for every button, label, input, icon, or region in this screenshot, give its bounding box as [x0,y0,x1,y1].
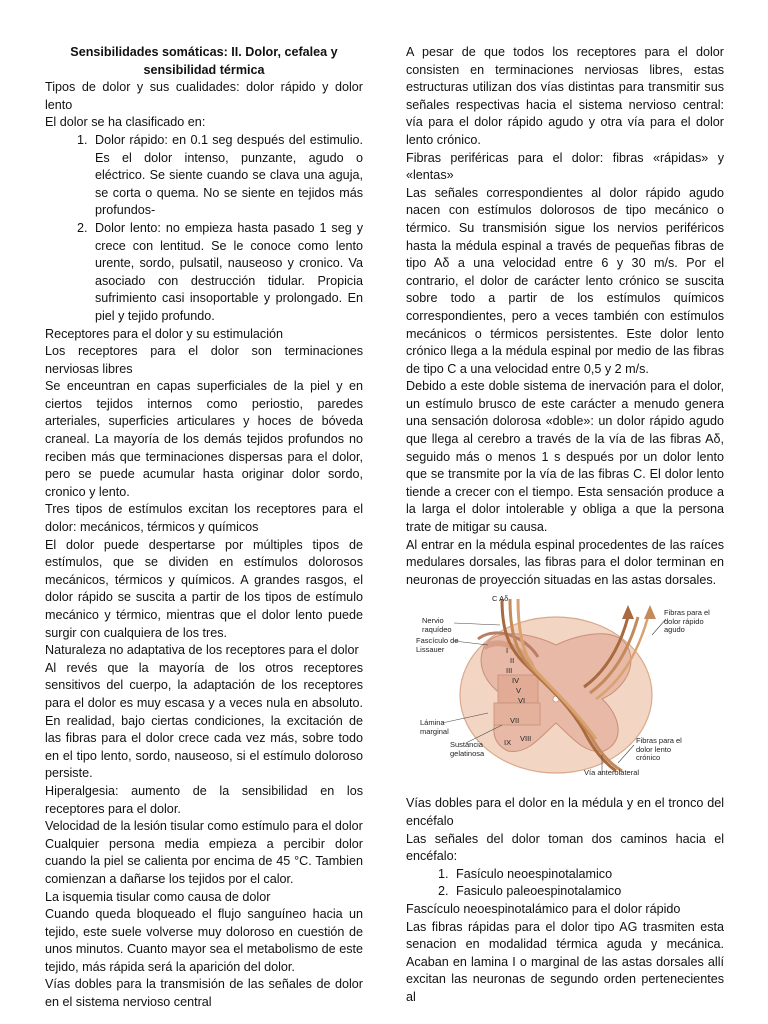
lamina-numeral: VI [518,696,526,706]
lamina-numeral: VII [510,716,520,726]
paragraph: Cuando queda bloqueado el flujo sanguíneo hacia un tejido, este suele volverse muy doloroso en cuestión de unos minutos. Cuanto mayor sea el metabolismo de este tejido, más rápida será la aparición del dolor. [45,907,363,974]
paragraph: Vías dobles para la transmisión de las señales de dolor en el sistema nervioso central [45,977,363,1010]
paragraph: Los receptores para el dolor son terminaciones nerviosas libres [45,344,363,376]
paragraph: Debido a este doble sistema de inervación para el dolor, un estímulo brusco de este carácter a menudo genera una sensación dolorosa «doble»: un dolor rápido agudo que llega al cerebro a través de la vía de las fibras Aδ, seguido más o menos 1 s después por un dolor lento que se transmite por la vía de las fibras C. El dolor lento tiende a crecer con el tiempo. Esta sensación produce a la larga el dolor intolerable y obliga a que la persona trate de mitigar su causa. [406,379,724,535]
lamina-numeral: III [506,666,513,676]
list-item: 2. Dolor lento: no empieza hasta pasado 1 seg y crece con lentitud. Se le conoce como lento urente, sordo, pulsatil, nauseoso y cronico. Va asociado con destrucción tidular. Propicia sufrimiento casi insoportable y prolongado. En piel y tejido profundo. [91,220,363,326]
pathway-list [406,866,724,901]
paragraph: Tipos de dolor y sus cualidades: dolor rápido y dolor lento [45,80,363,112]
paragraph: Velocidad de la lesión tisular como estímulo para el dolor [45,819,363,834]
anterolateral-label: Vía anterolateral [584,768,640,778]
spinal-cord-figure [406,595,724,785]
paragraph: Las fibras rápidas para el dolor tipo AG trasmiten esta senacion en modalidad térmica aguda y mecánica. Acaban en lamina I o marginal de las astas dorsales allí excitan las neuronas de segundo orden pertenecientes al [406,919,724,1004]
paragraph: La isquemia tisular como causa de dolor [45,889,271,904]
document-title: Sensibilidades somáticas: II. Dolor, cefalea y sensibilidad térmica [70,45,338,77]
paragraph: Al entrar en la médula espinal procedentes de las raíces medulares dorsales, las fibras para el dolor terminan en neuronas de proyección situadas en las astas dorsales. [406,537,724,587]
marginal-lamina-label: Lámina marginal [420,718,449,736]
paragraph: Las señales del dolor toman dos caminos hacia el encéfalo: [406,831,724,864]
list-item: 2. Fasiculo paleoespinotalamico [452,883,724,901]
paragraph: Cualquier persona media empieza a percibir dolor cuando la piel se calienta por encima de 45 °C. Tambien comienzan a dañarse los tejidos por el calor. [45,836,363,886]
left-column [45,44,363,1012]
paragraph: Hiperalgesia: aumento de la sensibilidad en los receptores para el dolor. [45,783,363,816]
paragraph: Las señales correspondientes al dolor rápido agudo nacen con estímulos dolorosos de tipo mecánico o térmico. Su transmisión sigue los nervios periféricos hasta la médula espinal a través de pequeñas fibras de tipo Aδ a una velocidad entre 6 y 30 m/s. Por el contrario, el dolor de carácter lento crónico se suscita sobre todo a partir de los estímulos químicos correspondientes, pero a veces también con estímulos mecánicos o térmicos persistentes. Este dolor lento crónico llega a la médula espinal por medio de las fibras de tipo C a una velocidad entre 0,5 y 2 m/s. [406,185,724,376]
paragraph: Tres tipos de estímulos excitan los receptores para el dolor: mecánicos, térmicos y químicos [45,502,363,535]
paragraph: El dolor puede despertarse por múltiples tipos de estímulos, que se dividen en estímulos dolorosos mecánicos, térmicos y químicos. A grandes rasgos, el dolor rápido se suscita a partir de los tipos de estímulo mecánico y térmico, mientras que el dolor lento puede surgir con cualquiera de los tres. [45,537,363,640]
fast-fibers-label: Fibras para el dolor rápido agudo [664,608,710,635]
lamina-numeral: VIII [520,734,532,744]
paragraph: Naturaleza no adaptativa de los receptores para el dolor [45,643,359,658]
paragraph: A pesar de que todos los receptores para el dolor consisten en terminaciones nerviosas libres, estas estructuras utilizan dos vías distintas para transmitir sus señales respectivas hacia el sistema nervioso central: vía para el dolor rápido agudo y otra vía para el dolor lento crónico. [406,45,724,147]
paragraph: Al revés que la mayoría de los otros receptores sensitivos del cuerpo, la adaptación de los receptores para el dolor es muy escasa y a veces nula en absoluto. En realidad, bajo ciertas condiciones, la excitación de las fibras para el dolor crece cada vez más, sobre todo en el tipo lento, sordo, nauseoso, si el estímulo doloroso persiste. [45,660,363,781]
lamina-numeral: I [506,646,509,656]
lissauer-label: Fascículo de Lissauer [416,636,459,654]
substantia-label: Sustancia gelatinosa [450,740,485,758]
list-item: 1. Dolor rápido: en 0.1 seg después del estimulio. Es el dolor intenso, punzante, agudo o eléctrico. Se siente cuando se clava una aguja, se corta o quema. No se siente en tejidos más profundos- [91,132,363,220]
spinal-nerve-label: Nervio raquídeo [422,616,452,634]
slow-fibers-label: Fibras para el dolor lento crónico [636,736,682,763]
paragraph: Fibras periféricas para el dolor: fibras «rápidas» y «lentas» [406,150,724,183]
paragraph: Fascículo neoespinotalámico para el dolor rápido [406,901,681,916]
right-column [406,44,724,1007]
fiber-type-label: C Aδ [492,594,509,604]
paragraph: Receptores para el dolor y su estimulación [45,326,284,341]
list-item: 1. Fasículo neoespinotalamico [452,866,724,884]
paragraph: Se enceuntran en capas superficiales de la piel y en ciertos tejidos internos como periostio, paredes arteriales, superficies articulares y hoces de bóveda craneal. La mayoría de los demás tejidos profundos no reciben más que terminaciones dispersas para el dolor, pero se puede acumular hasta originar dolor sordo, cronico y lento. [45,379,363,499]
lamina-numeral: V [516,686,522,696]
paragraph: Vías dobles para el dolor en la médula y en el tronco del encéfalo [406,796,724,828]
lamina-numeral: II [510,656,515,666]
paragraph: El dolor se ha clasificado en: [45,115,206,130]
lamina-numeral: IX [504,738,512,748]
pain-types-list [45,132,363,326]
lamina-numeral: IV [512,676,520,686]
